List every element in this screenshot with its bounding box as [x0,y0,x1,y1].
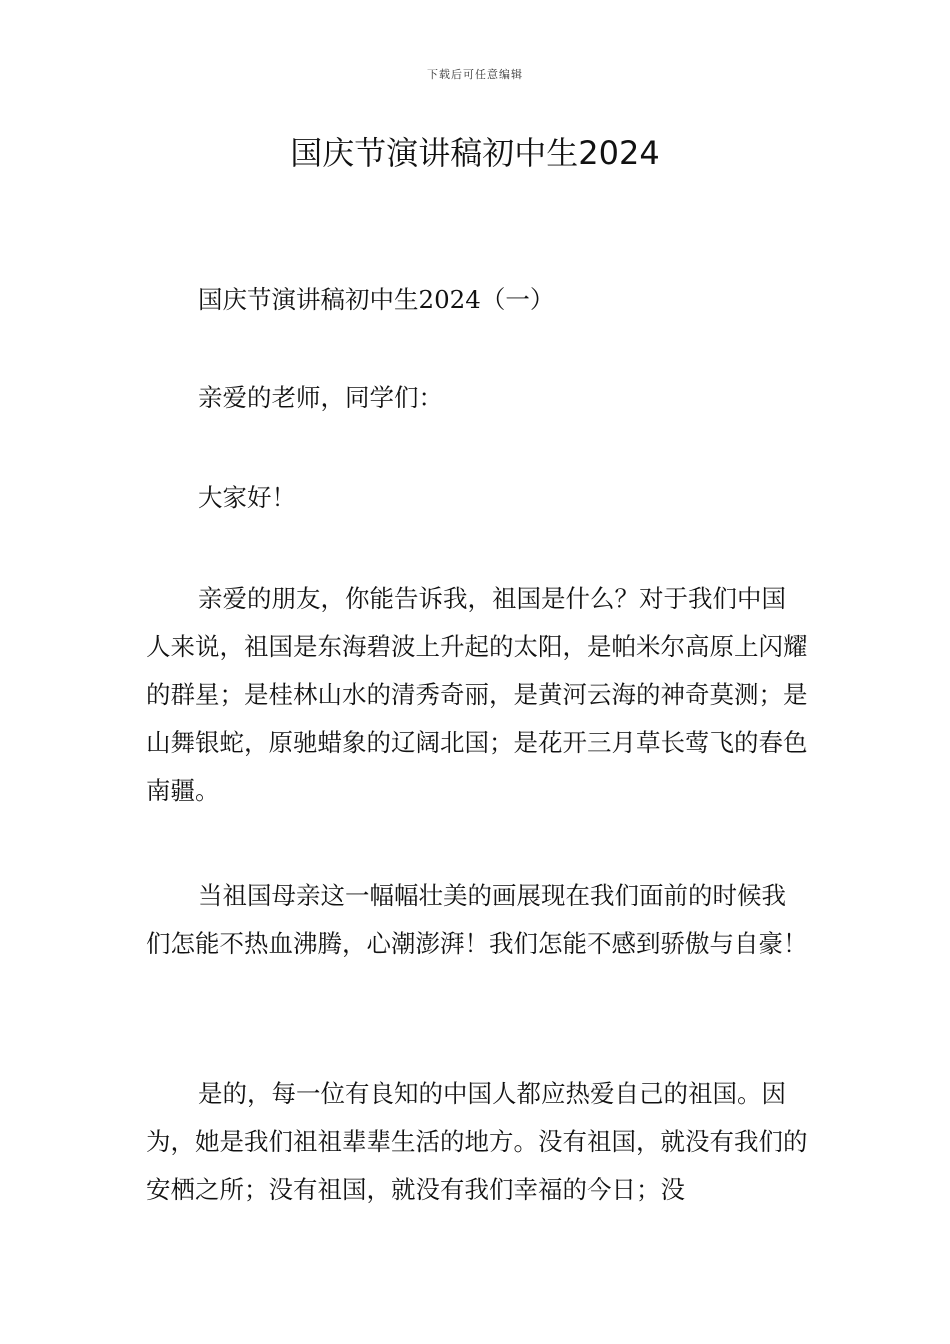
body-paragraph-2: 当祖国母亲这一幅幅壮美的画展现在我们面前的时候我们怎能不热血沸腾，心潮澎湃！我们怎能不感到骄傲与自豪！ [146,881,808,958]
subtitle-paragraph: 国庆节演讲稿初中生2024（一） [198,285,555,314]
body-paragraph-1: 亲爱的朋友，你能告诉我，祖国是什么？对于我们中国人来说，祖国是东海碧波上升起的太阳，是帕米尔高原上闪耀的群星；是桂林山水的清秀奇丽，是黄河云海的神奇莫测；是山舞银蛇，原驰蜡象的辽阔北国；是花开三月草长莺飞的春色南疆。 [146,584,808,805]
hello-paragraph: 大家好！ [198,483,296,512]
header-note: 下载后可任意编辑 [427,68,523,81]
document-title: 国庆节演讲稿初中生2024 [290,134,660,172]
greeting-paragraph: 亲爱的老师，同学们： [198,383,443,412]
body-paragraph-3: 是的，每一位有良知的中国人都应热爱自己的祖国。因为，她是我们祖祖辈辈生活的地方。没有祖国，就没有我们的安栖之所；没有祖国，就没有我们幸福的今日；没 [146,1079,808,1204]
